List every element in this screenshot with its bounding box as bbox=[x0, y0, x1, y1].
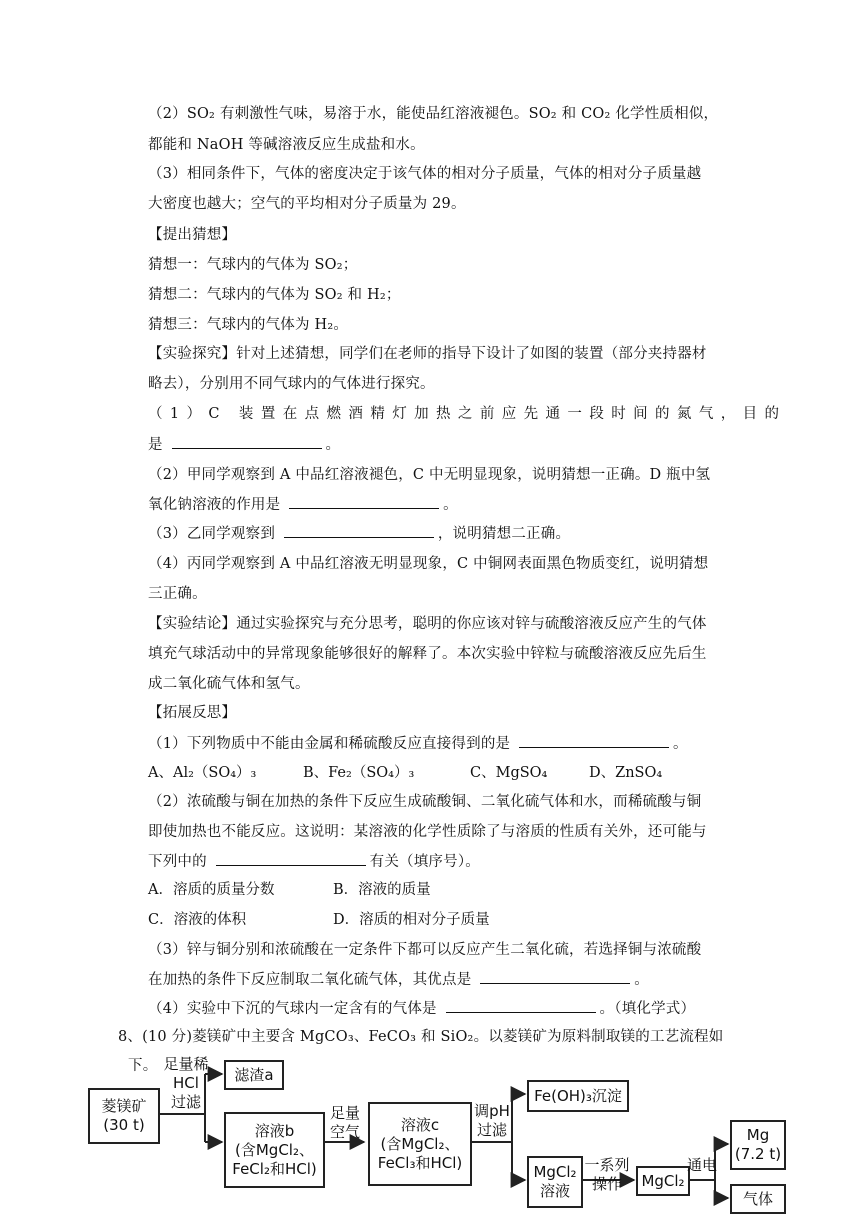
gas-label: 气体 bbox=[742, 1189, 773, 1208]
text-line: （2）甲同学观察到 A 中品红溶液褪色，C 中无明显现象，说明猜想一正确。D 瓶中氢 bbox=[148, 467, 711, 483]
step1-line: HCl bbox=[173, 1074, 199, 1092]
text-fragment: 。（填化学式） bbox=[599, 1001, 696, 1017]
step2-label bbox=[327, 1104, 363, 1142]
ore-mass: (30 t) bbox=[103, 1116, 145, 1134]
ore-box bbox=[88, 1088, 160, 1144]
text-line bbox=[148, 851, 480, 872]
text-fragment: 氧化钠溶液的作用是 bbox=[148, 497, 281, 513]
section-heading: 【提出猜想】 bbox=[148, 227, 237, 243]
mgcl2-label: MgCl₂ bbox=[641, 1171, 685, 1190]
answer-blank[interactable] bbox=[519, 733, 669, 748]
mgcl2-box bbox=[636, 1166, 690, 1196]
text-line bbox=[148, 494, 458, 515]
step5-label: 通电 bbox=[686, 1156, 717, 1174]
solution-c-box bbox=[368, 1102, 472, 1186]
text-fragment: （4）实验中下沉的气球内一定含有的气体是 bbox=[148, 1001, 437, 1017]
text-fragment: 。 bbox=[443, 497, 458, 513]
mgcl2-solution-box bbox=[527, 1156, 583, 1208]
text-line: 大密度也越大；空气的平均相对分子质量为 29。 bbox=[148, 196, 466, 212]
solution-b-line: (含MgCl₂、 bbox=[235, 1140, 314, 1159]
text-line bbox=[148, 998, 695, 1019]
step4-line: 一系列 bbox=[584, 1156, 630, 1174]
text-line: （2）浓硫酸与铜在加热的条件下反应生成硫酸铜、二氧化硫气体和水，而稀硫酸与铜 bbox=[148, 794, 702, 810]
answer-blank[interactable] bbox=[480, 969, 630, 984]
option-b: B、Fe₂（SO₄）₃ bbox=[303, 765, 415, 781]
solution-b-line: FeCl₂和HCl) bbox=[232, 1159, 317, 1178]
step3-line: 过滤 bbox=[476, 1121, 507, 1139]
mgcl2-solution-line: 溶液 bbox=[539, 1182, 570, 1200]
text-line: （2）SO₂ 有刺激性气味，易溶于水，能使品红溶液褪色。SO₂ 和 CO₂ 化学性质相似， bbox=[148, 106, 719, 122]
step1-line: 过滤 bbox=[170, 1093, 201, 1111]
answer-blank[interactable] bbox=[446, 998, 596, 1013]
text-line: 猜想二：气球内的气体为 SO₂ 和 H₂； bbox=[148, 287, 401, 303]
section-heading: 【拓展反思】 bbox=[148, 705, 237, 721]
text-fragment: ，说明猜想二正确。 bbox=[437, 526, 571, 542]
text-fragment: （3）乙同学观察到 bbox=[148, 526, 276, 542]
text-line: 【实验结论】通过实验探究与充分思考，聪明的你应该对锌与硫酸溶液反应产生的气体 bbox=[148, 616, 707, 632]
answer-blank[interactable] bbox=[289, 494, 439, 509]
text-line: 下。 bbox=[128, 1058, 158, 1074]
gas-box bbox=[730, 1184, 786, 1214]
text-line: （1）C 装置在点燃酒精灯加热之前应先通一段时间的氮气，目的 bbox=[148, 406, 787, 422]
step4-label bbox=[582, 1156, 632, 1194]
answer-blank[interactable] bbox=[284, 523, 434, 538]
text-fragment: 。 bbox=[325, 437, 341, 453]
ore-label: 菱镁矿 bbox=[101, 1097, 147, 1115]
text-line: （3）锌与铜分别和浓硫酸在一定条件下都可以反应产生二氧化硫，若选择铜与浓硫酸 bbox=[148, 942, 702, 958]
text-line: 猜想一：气球内的气体为 SO₂； bbox=[148, 257, 358, 273]
solution-c-line: (含MgCl₂、 bbox=[380, 1134, 460, 1153]
text-line: 成二氧化硫气体和氢气。 bbox=[148, 676, 310, 692]
solution-c-line: FeCl₃和HCl) bbox=[377, 1153, 463, 1172]
mg-box bbox=[730, 1120, 786, 1170]
option-d: D、ZnSO₄ bbox=[589, 765, 663, 781]
mg-label: Mg bbox=[746, 1126, 770, 1144]
step2-line: 空气 bbox=[329, 1123, 360, 1141]
residue-label: 滤渣a bbox=[234, 1065, 274, 1084]
step3-label bbox=[472, 1102, 512, 1140]
residue-box bbox=[224, 1060, 284, 1090]
text-line bbox=[148, 969, 649, 990]
step3-line: 调pH bbox=[474, 1102, 510, 1120]
text-fragment: 。 bbox=[634, 972, 649, 988]
text-fragment: 在加热的条件下反应制取二氧化硫气体，其优点是 bbox=[148, 972, 472, 988]
step1-label bbox=[160, 1055, 212, 1112]
option-c: C、MgSO₄ bbox=[470, 765, 548, 781]
answer-blank[interactable] bbox=[172, 434, 322, 449]
text-line: 即使加热也不能反应。这说明：某溶液的化学性质除了与溶质的性质有关外，还可能与 bbox=[148, 824, 707, 840]
text-fragment: 是 bbox=[148, 437, 163, 453]
precipitate-label: Fe(OH)₃沉淀 bbox=[534, 1086, 622, 1105]
solution-b-box bbox=[224, 1112, 325, 1188]
text-fragment: 。 bbox=[673, 736, 688, 752]
option-a: A、Al₂（SO₄）₃ bbox=[148, 765, 257, 781]
option-d: D．溶质的相对分子质量 bbox=[333, 912, 490, 928]
option-a: A．溶质的质量分数 bbox=[148, 882, 275, 898]
text-fragment: 下列中的 bbox=[148, 854, 207, 870]
text-line: 三正确。 bbox=[148, 586, 207, 602]
text-line: 略去），分别用不同气球内的气体进行探究。 bbox=[148, 376, 435, 392]
process-flow-diagram bbox=[0, 1052, 860, 1216]
text-line: 都能和 NaOH 等碱溶液反应生成盐和水。 bbox=[148, 137, 425, 153]
text-line bbox=[148, 523, 570, 544]
text-line: （4）丙同学观察到 A 中品红溶液无明显现象，C 中铜网表面黑色物质变红，说明猜想 bbox=[148, 556, 709, 572]
text-line: 【实验探究】针对上述猜想，同学们在老师的指导下设计了如图的装置（部分夹持器材 bbox=[148, 346, 707, 362]
text-fragment: 有关（填序号）。 bbox=[369, 854, 480, 870]
mgcl2-solution-line: MgCl₂ bbox=[533, 1163, 577, 1181]
option-c: C．溶液的体积 bbox=[148, 912, 247, 928]
mg-mass: (7.2 t) bbox=[734, 1145, 782, 1163]
step4-line: 操作 bbox=[591, 1175, 622, 1193]
text-line: （3）相同条件下，气体的密度决定于该气体的相对分子质量，气体的相对分子质量越 bbox=[148, 166, 702, 182]
solution-b-title: 溶液b bbox=[254, 1121, 295, 1140]
text-line: 猜想三：气球内的气体为 H₂。 bbox=[148, 317, 349, 333]
text-line bbox=[148, 434, 340, 455]
step1-line: 足量稀 bbox=[163, 1055, 209, 1073]
question-8: 8、(10 分)菱镁矿中主要含 MgCO₃、FeCO₃ 和 SiO₂。以菱镁矿为原料制取镁的工艺流程如 bbox=[118, 1029, 724, 1045]
precipitate-box bbox=[527, 1080, 629, 1112]
answer-blank[interactable] bbox=[216, 851, 366, 866]
text-fragment: （1）下列物质中不能由金属和稀硫酸反应直接得到的是 bbox=[148, 736, 511, 752]
solution-c-title: 溶液c bbox=[400, 1115, 440, 1134]
text-line bbox=[148, 733, 688, 754]
text-line: 填充气球活动中的异常现象能够很好的解释了。本次实验中锌粒与硫酸溶液反应先后生 bbox=[148, 646, 707, 662]
step2-line: 足量 bbox=[329, 1104, 360, 1122]
option-b: B．溶液的质量 bbox=[333, 882, 431, 898]
